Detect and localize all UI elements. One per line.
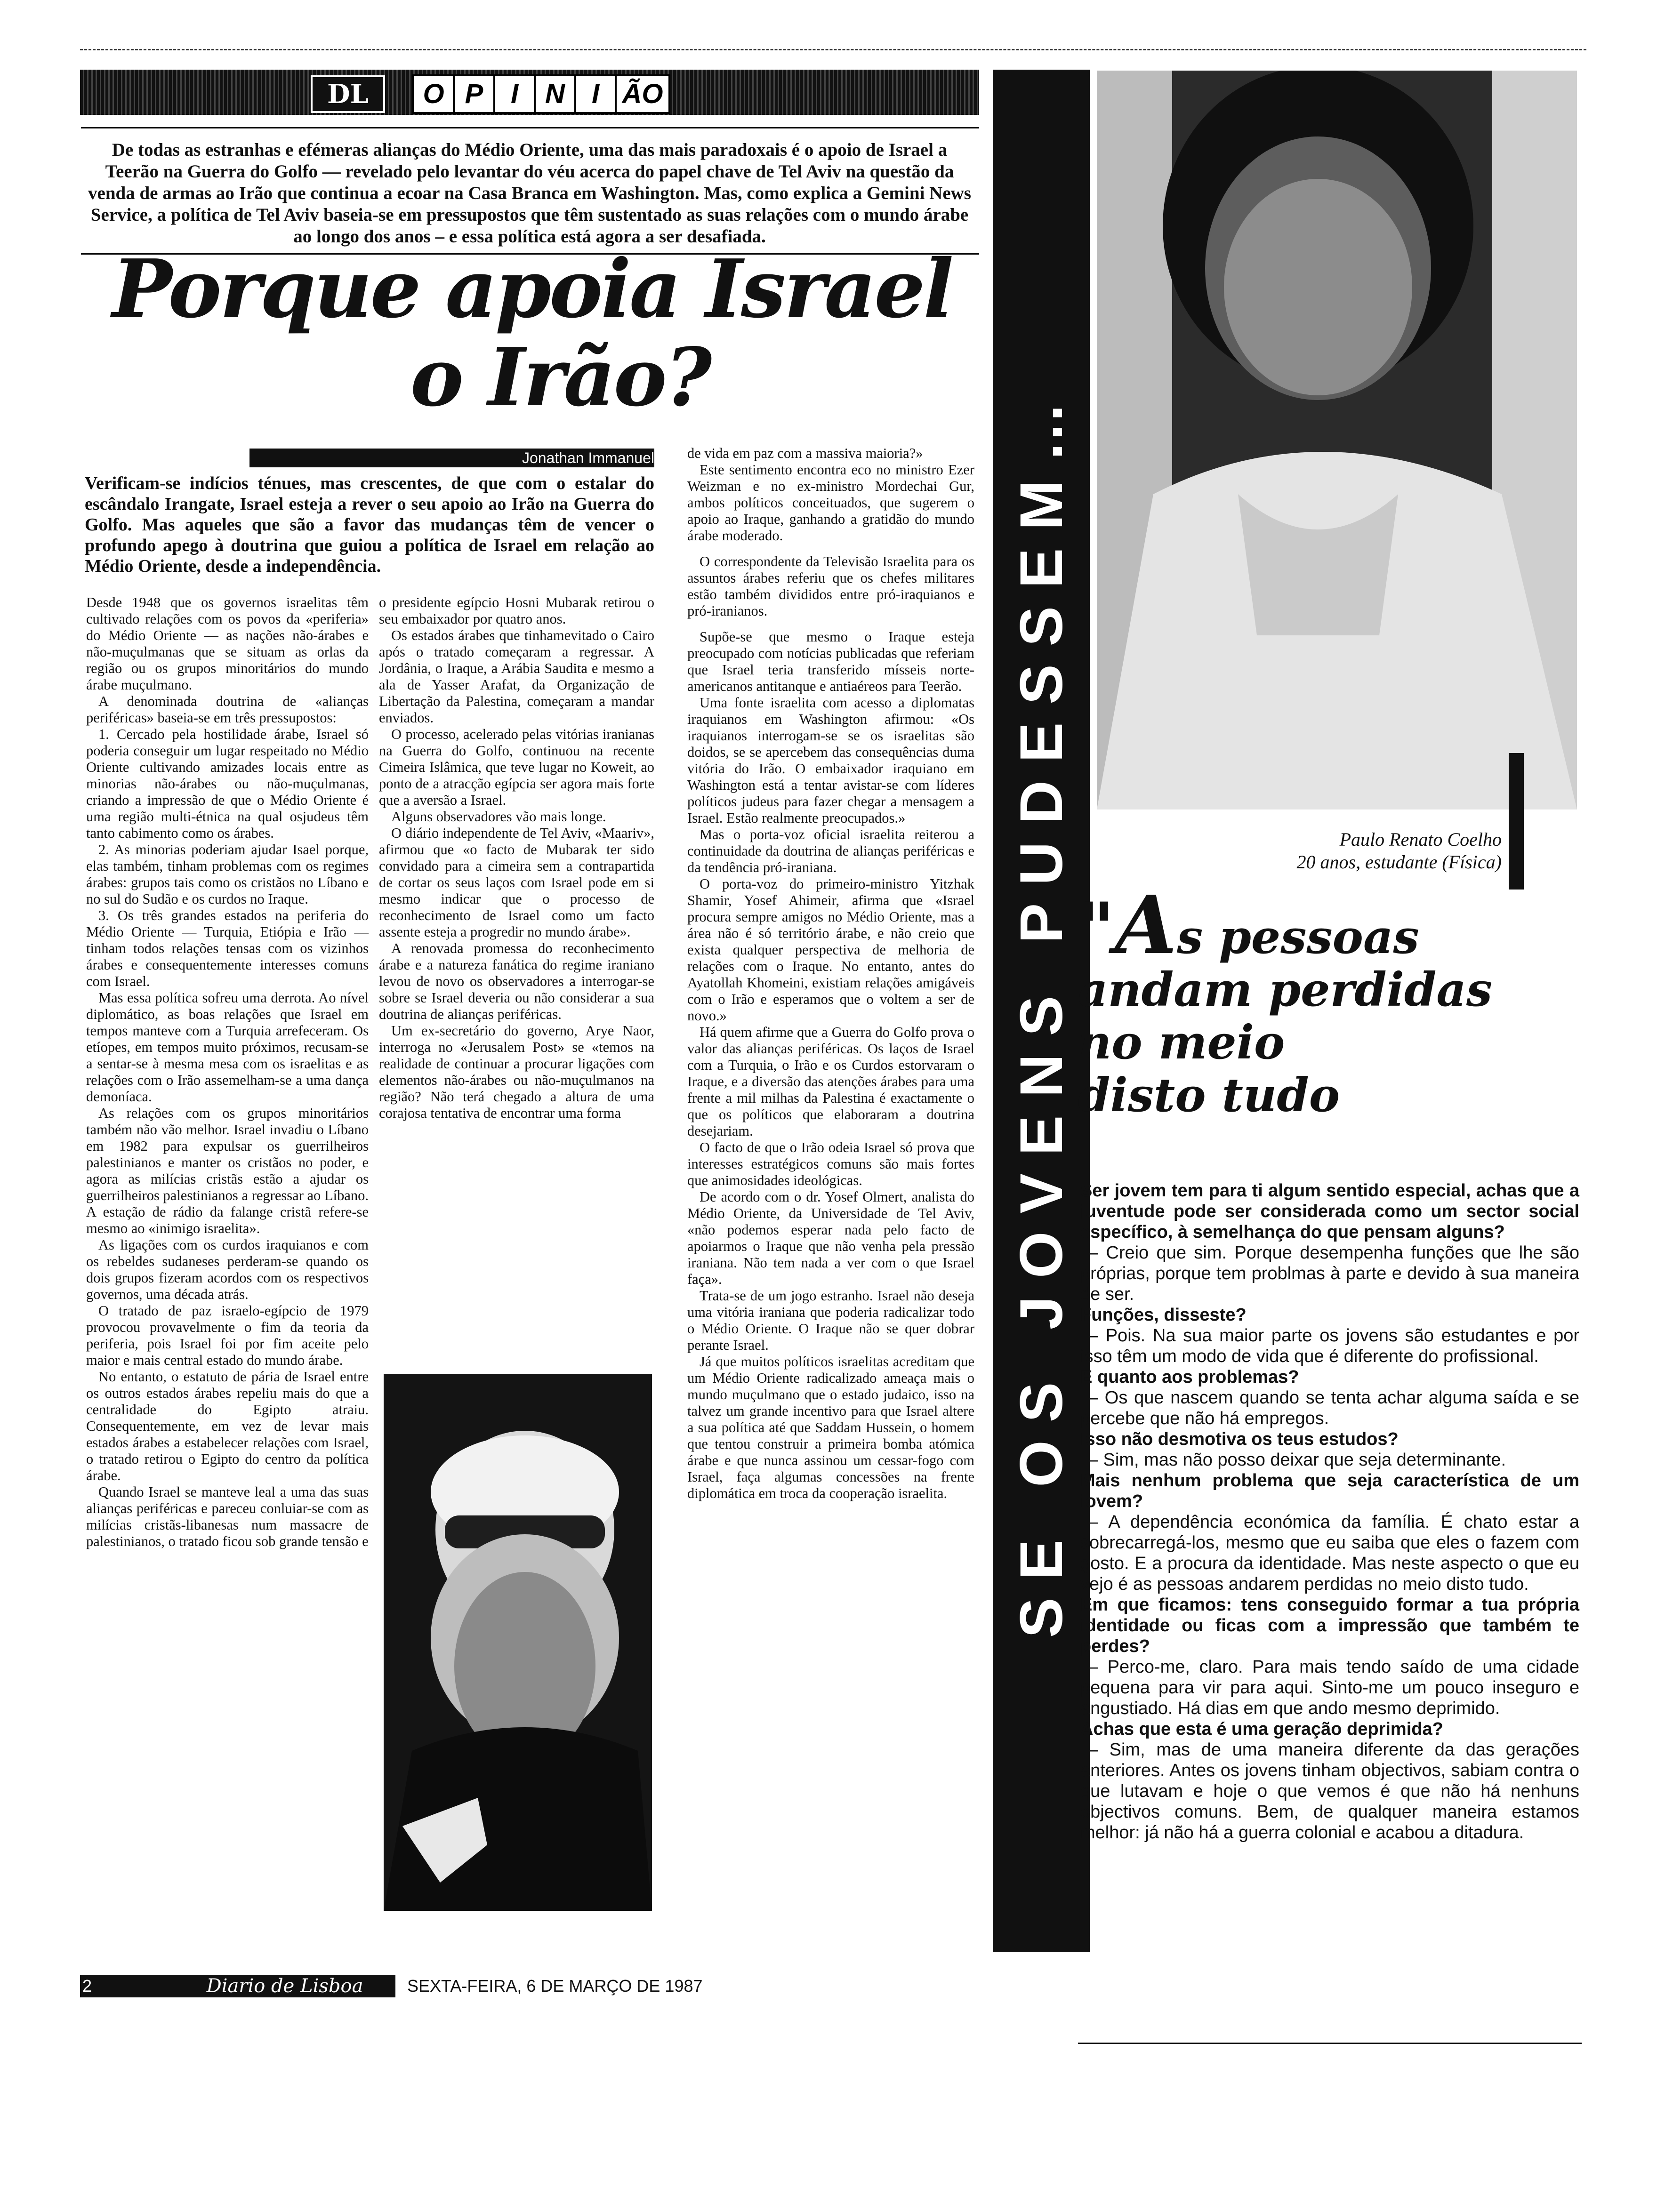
paragraph: de vida em paz com a massiva maioria?»: [687, 445, 923, 461]
interview-question: Achas que esta é uma geração deprimida?: [1080, 1719, 1443, 1739]
paragraph: No entanto, o estatuto de pária de Israel entre os outros estados árabes repeliu mais do que a centralidade do Egipto atraiu. Consequentemente, em vez de levar mais estados árabes a estabelecer relações com Israel, o tratado retirou o Egipto do centro da política árabe.: [86, 1369, 369, 1483]
interview-answer: — Perco-me, claro. Para mais tendo saído de uma cidade pequena para vir para aqui. Sinto-me um pouco inseguro e angustiado. Há dias em que ando mesmo deprimido.: [1080, 1657, 1579, 1718]
newspaper-name: Diario de Lisboa: [206, 1975, 363, 1997]
paragraph: As ligações com os curdos iraquianos e com os rebeldes sudaneses perderam-se quando os dois grupos fizeram acordos com os respectivos governos, uma década atrás.: [86, 1237, 369, 1302]
standfirst: Verificam-se indícios ténues, mas crescentes, de que com o estalar do escândalo Irangate, Israel esteja a rever o seu apoio ao Irão na Guerra do Golfo. Mas aqueles que são a favor das mudanças têm de vencer o profundo apego à doutrina que guiou a política de Israel em relação ao Médio Oriente, desde a independência.: [85, 473, 654, 576]
quote-line-4: disto tudo: [1078, 1068, 1340, 1122]
interview-answer: — Sim, mas não posso deixar que seja determinante.: [1080, 1450, 1506, 1470]
interview-question: Em que ficamos: tens conseguido formar a tua própria identidade ou ficas com a impressão que também te perdes?: [1080, 1595, 1579, 1656]
interview-question: E quanto aos problemas?: [1080, 1367, 1299, 1387]
caption-bar: [1509, 753, 1524, 890]
caption-detail: 20 anos, estudante (Física): [1296, 851, 1502, 873]
top-rule: [80, 49, 1586, 50]
paragraph: O diário independente de Tel Aviv, «Maariv», afirmou que «o facto de Mubarak ter sido convidado para a cimeira sem a contrapartida de cortar os seus laços com Israel pode em si mesmo indicar que o processo de reconhecimento de Israel como um facto assente esteja a progredir no mundo árabe».: [379, 825, 654, 940]
paragraph: Há quem afirme que a Guerra do Golfo prova o valor das alianças periféricas. Os laços de Israel com a Turquia, o Irão e os Curdos estorvaram o Iraque, e a diversão das atenções árabes para uma frente a mil milhas da Palestina é exactamente o que os políticos que elaboraram a doutrina desejariam.: [687, 1024, 974, 1139]
paragraph: Quando Israel se manteve leal a uma das suas alianças periféricas e pareceu conluiar-se com as milícias cristãs-libanesas num massacre de palestinianos, o tratado ficou sob grande tensão e: [86, 1484, 369, 1549]
publication-date: SEXTA-FEIRA, 6 DE MARÇO DE 1987: [407, 1976, 703, 1996]
paragraph: Mas o porta-voz oficial israelita reiterou a continuidade da doutrina de alianças periféricas e da tendência pró-iraniana.: [687, 826, 974, 875]
interview-question: Mais nenhum problema que seja característica de um jovem?: [1080, 1471, 1579, 1511]
quote-line-2: andam perdidas: [1078, 963, 1493, 1017]
paragraph: A renovada promessa do reconhecimento árabe e a natureza fanática do regime iraniano levou de novo os observadores a interrogar-se sobre se Israel deveria ou não considerar a sua doutrina de alianças periféricas.: [379, 940, 654, 1022]
newspaper-logo: DL: [311, 75, 385, 113]
section-letter: O: [412, 74, 455, 114]
lead-paragraph: De todas as estranhas e efémeras alianças do Médio Oriente, uma das mais paradoxais é o apoio de Israel a Teerão na Guerra do Golfo — revelado pelo levantar do véu acerca do papel chave de Tel Aviv na questão da venda de armas ao Irão que continua a ecoar na Casa Branca em Washington. Mas, como explica a Gemini News Service, a política de Tel Aviv baseia-se em pressupostos que têm sustentado as suas relações com o mundo árabe ao longo dos anos – e essa política está agora a ser desafiada.: [88, 140, 971, 247]
paragraph: Este sentimento encontra eco no ministro Ezer Weizman e no ex-ministro Mordechai Gur, ambos políticos conceituados, que sugerem o apoio ao Iraque, ganhando a gratidão do mundo árabe moderado.: [687, 462, 974, 544]
interview-headline: [1078, 878, 1577, 1122]
photo-caption: [1177, 828, 1502, 874]
interview-answer: — Os que nascem quando se tenta achar alguma saída e se percebe que não há empregos.: [1080, 1388, 1579, 1428]
caption-name: Paulo Renato Coelho: [1339, 829, 1502, 850]
vertical-title: [993, 70, 1090, 1952]
paragraph: Desde 1948 que os governos israelitas têm cultivado relações com os povos da «periferia» do Médio Oriente — as nações não-árabes e não-muçulmanas que se situam as orlas da região ou os grupos minoritários do mundo árabe muçulmano.: [86, 594, 369, 693]
paragraph: Já que muitos políticos israelitas acreditam que um Médio Oriente radicalizado ameaça mais o mundo muçulmano que o estado judaico, isso na talvez um grande incentivo para que Israel altere a sua política até que Saddam Hussein, o homem que tentou construir a primeira bomba atómica árabe e que nunca assinou um cessar-fogo com Israel, faça algumas concessões na frente diplomática em troca da cooperação israelita.: [687, 1354, 974, 1501]
paragraph: O porta-voz do primeiro-ministro Yitzhak Shamir, Yosef Ahimeir, afirma que «Israel procura sempre amigos no Médio Oriente, mas a área não é só território árabe, e não creio que exista qualquer perspectiva de melhoria de relações com o Iraque. No entanto, antes do Ayatollah Khomeini, existiam relações amigáveis com o Irão e esperamos que o voltem a ser de novo.»: [687, 876, 974, 1024]
interview-question: Ser jovem tem para ti algum sentido especial, achas que a juventude pode ser considerada como um sector social específico, à semelhança do que pensam alguns?: [1080, 1181, 1579, 1242]
paragraph: Trata-se de um jogo estranho. Israel não deseja uma vitória iraniana que poderia radicalizar todo o Médio Oriente. O Iraque não se quer dobrar perante Israel.: [687, 1288, 974, 1353]
interview-answer: — Pois. Na sua maior parte os jovens são estudantes e por isso têm um modo de vida que é diferente do profissional.: [1080, 1326, 1579, 1366]
paragraph: O tratado de paz israelo-egípcio de 1979 provocou provavelmente o fim da teoria da periferia, pois Israel foi por fim aceite pelo maior e mais central estado do mundo árabe.: [86, 1303, 369, 1368]
interview-answer: — A dependência económica da família. É chato estar a sobrecarregá-los, mesmo que eu saiba que eles o fazem com gosto. E a procura da identidade. Mas neste aspecto o que eu vejo é as pessoas andarem perdidas no meio disto tudo.: [1080, 1512, 1579, 1594]
vertical-title-text: SE OS JOVENS PUDESSEM…: [1008, 384, 1075, 1638]
paragraph: Mas essa política sofreu uma derrota. Ao nível diplomático, as boas relações que Israel em tempos manteve com a Turquia arrefeceram. Os etíopes, em tempos muito próximos, recusam-se a sentar-se à mesma mesa com os israelitas e as relações com o Irão assemelham-se a uma dança demoníaca.: [86, 990, 369, 1105]
interview-question: Isso não desmotiva os teus estudos?: [1080, 1429, 1399, 1449]
paragraph: Supõe-se que mesmo o Iraque esteja preocupado com notícias publicadas que referiam que Israel teria transferido mísseis norte-americanos antitanque e antiaéreos para Teerão.: [687, 629, 974, 694]
bottom-rule: [1078, 2043, 1582, 2044]
khomeini-photo: [384, 1374, 652, 1911]
paragraph: O facto de que o Irão odeia Israel só prova que interesses estratégicos comuns são mais fortes que animosidades ideológicas.: [687, 1139, 974, 1188]
section-letter: I: [493, 74, 536, 114]
interview-question: Funções, disseste?: [1080, 1305, 1247, 1325]
paragraph: Alguns observadores vão mais longe.: [391, 809, 606, 825]
paragraph: Uma fonte israelita com acesso a diplomatas iraquianos em Washington afirmou: «Os iraquianos interrogam-se se os israelitas são doidos, se se apercebem das consequências duma vitória do Irão. O embaixador iraquiano em Washington está a tentar avistar-se com líderes políticos judeus para fazer chegar a mensagem a Israel. Estão realmente preocupados.»: [687, 695, 974, 826]
paragraph: De acordo com o dr. Yosef Olmert, analista do Médio Oriente, da Universidade de Tel Aviv, «não podemos esperar nada pelo facto de apoiarmos o Iraque que não venha pela pressão iraniana. Não tem nada a ver com o que Israel faça».: [687, 1189, 974, 1287]
quote-line-3: no meio: [1078, 1016, 1285, 1070]
paragraph: A denominada doutrina de «alianças periféricas» baseia-se em três pressupostos:: [86, 693, 369, 726]
paragraph: O correspondente da Televisão Israelita para os assuntos árabes referiu que os chefes militares estão também divididos entre pró-iraquianos e pró-iranianos.: [687, 553, 974, 619]
portrait-photo: [1097, 71, 1577, 809]
paragraph: As relações com os grupos minoritários também não vão melhor. Israel invadiu o Líbano em 1982 para expulsar os guerrilheiros palestinianos e manter os cristãos no poder, e agora as milícias cristãs estão a ajudar os guerrilheiros palestinianos a regressar ao Líbano. A estação de rádio da falange cristã refere-se mesmo ao «inimigo israelita».: [86, 1105, 369, 1236]
interview-answer: — Creio que sim. Porque desempenha funções que lhe são próprias, porque tem problmas à parte e devido à sua maneira de ser.: [1080, 1243, 1579, 1304]
section-title-opiniao: [414, 74, 670, 114]
headline-line-2: o Irão?: [410, 330, 710, 425]
article-column-1: [86, 594, 369, 1550]
article-column-3: [687, 445, 974, 1502]
headline-line-1: Porque apoia Israel: [112, 242, 952, 336]
section-letter: N: [534, 74, 576, 114]
headline: [80, 242, 984, 425]
section-letter: ÃO: [615, 74, 670, 114]
interview-body: [1080, 1180, 1579, 1843]
paragraph: 1. Cercado pela hostilidade árabe, Israel só poderia conseguir um lugar respeitado no Médio Oriente cultivando amizades locais entre as minorias não-árabes ou não-muçulmanas, criando a impressão de que o Médio Oriente é uma região multi-étnica na qual osjudeus têm tanto cabimento como os árabes.: [86, 726, 369, 841]
lead-box-border: [81, 127, 979, 129]
paragraph: 3. Os três grandes estados na periferia do Médio Oriente — Turquia, Etiópia e Irão — tinham todos relações tensas com os vizinhos árabes e consequentemente interesses comuns com Israel.: [86, 907, 369, 989]
paragraph: O processo, acelerado pelas vitórias iranianas na Guerra do Golfo, continuou na recente Cimeira Islâmica, que teve lugar no Koweit, ao ponto de a atracção egípcia ser agora mais forte que a aversão a Israel.: [379, 726, 654, 808]
section-letter: P: [453, 74, 495, 114]
byline: Jonathan Immanuel: [522, 449, 654, 466]
paragraph: Os estados árabes que tinhamevitado o Cairo após o tratado começaram a regressar. A Jordânia, o Iraque, a Arábia Saudita e mesmo a ala de Yasser Arafat, da Organização de Libertação da Palestina, começaram a mandar enviados.: [379, 627, 654, 726]
page-number: 2: [80, 1975, 94, 1997]
quote-line-1: "As pessoas: [1078, 878, 1419, 972]
paragraph: 2. As minorias poderiam ajudar Isael porque, elas também, tinham problemas com os regimes árabes: grupos tais como os cristãos no Líbano e no sul do Sudão e os curdos no Iraque.: [86, 842, 369, 907]
interview-answer: — Sim, mas de uma maneira diferente da das gerações anteriores. Antes os jovens tinham objectivos, sabiam contra o que lutavam e hoje o que vemos é que não há nenhuns objectivos comuns. Bem, de qualquer maneira estamos melhor: já não há a guerra colonial e acabou a ditadura.: [1080, 1740, 1579, 1843]
section-letter: I: [574, 74, 617, 114]
paragraph: Um ex-secretário do governo, Arye Naor, interroga no «Jerusalem Post» se «temos na realidade de continuar a procurar ligações com elementos não-árabes ou não-muçulmanos na região? Não terá chegado a altura de uma corajosa tentativa de encontrar uma forma: [379, 1023, 654, 1121]
quote-line-1-rest: s pessoas: [1177, 910, 1419, 964]
article-column-2: [379, 594, 654, 1122]
paragraph: o presidente egípcio Hosni Mubarak retirou o seu embaixador por quatro anos.: [379, 594, 654, 627]
quote-initial: A: [1115, 878, 1177, 972]
